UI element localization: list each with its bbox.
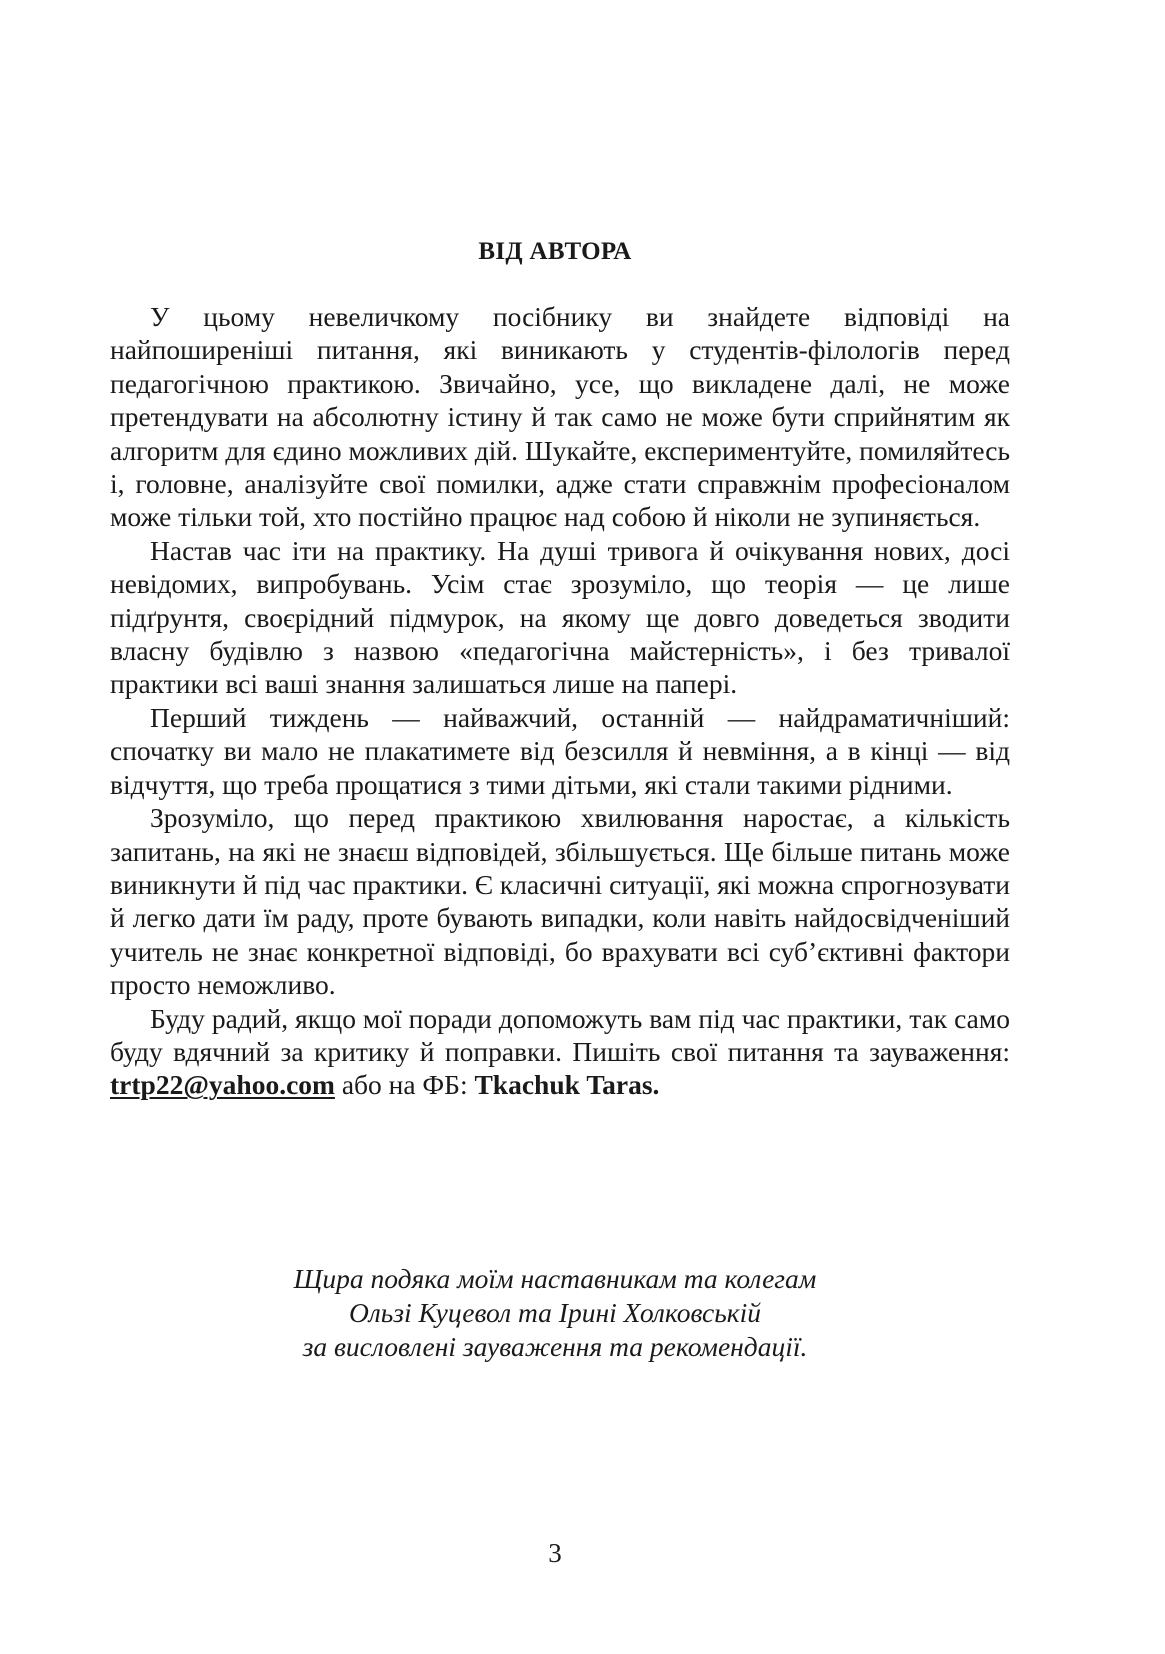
facebook-name: Tkachuk Taras. xyxy=(474,1069,660,1101)
paragraph: Зрозуміло, що перед практикою хвилювання наростає, а кількість запитань, на які не знаєш відповідей, збільшується. Ще більше питань може виникнути й під час практики. Є класичні ситуації, які можна спрогнозувати й легко дати їм раду, проте бувають випадки, коли навіть найдосвідченіший учитель не знає конкретної відповіді, бо врахувати всі суб’єктивні фактори просто неможливо. xyxy=(110,802,1010,1001)
paragraph: У цьому невеличкому посібнику ви знайдете відповіді на найпоширеніші питання, які виникають у студентів-філологів перед педагогічною практикою. Звичайно, усе, що викладене далі, не може претендувати на абсолютну істину й так само не може бути сприйнятим як алгоритм для єдино можливих дій. Шукайте, експериментуйте, помиляйтесь і, головне, аналізуйте свої помилки, адже стати справжнім професіоналом може тільки той, хто постійно працює над собою й ніколи не зупиняється. xyxy=(110,301,1010,533)
acknowledgement-line: за висловлені зауваження та рекомендації. xyxy=(302,1331,808,1362)
page-number: 3 xyxy=(548,1538,562,1568)
page-title: ВІД АВТОРА xyxy=(478,238,632,265)
acknowledgement-line: Ользі Куцевол та Ірині Холковській xyxy=(348,1297,762,1328)
paragraph: Перший тиждень — найважчий, останній — найдраматичніший: спочатку ви мало не плакатимете від безсилля й невміння, а в кінці — від відчуття, що треба прощатися з тими дітьми, які стали такими рідними. xyxy=(110,701,1010,800)
acknowledgement-line: Щира подяка моїм наставникам та колегам xyxy=(293,1263,817,1294)
acknowledgement xyxy=(0,1262,1110,1364)
closing-text: Буду радий, якщо мої поради допоможуть вам під час практики, так само буду вдячний за критику й поправки. Пишіть свої питання та зауваження: xyxy=(110,1002,1010,1067)
paragraph: Настав час іти на практику. На душі тривога й очікування нових, досі невідомих, випробувань. Усім стає зрозуміло, що теорія — це лише підґрунтя, своєрідний підмурок, на якому ще довго доведеться зводити власну будівлю з назвою «педагогічна майстерність», і без тривалої практики всі ваші знання залишаться лише на папері. xyxy=(110,534,1010,700)
email-link[interactable]: trtp22@yahoo.com xyxy=(110,1069,335,1101)
closing-paragraph xyxy=(110,1002,1010,1102)
main-text xyxy=(110,300,1010,1102)
closing-text-between: або на ФБ: xyxy=(334,1069,475,1101)
